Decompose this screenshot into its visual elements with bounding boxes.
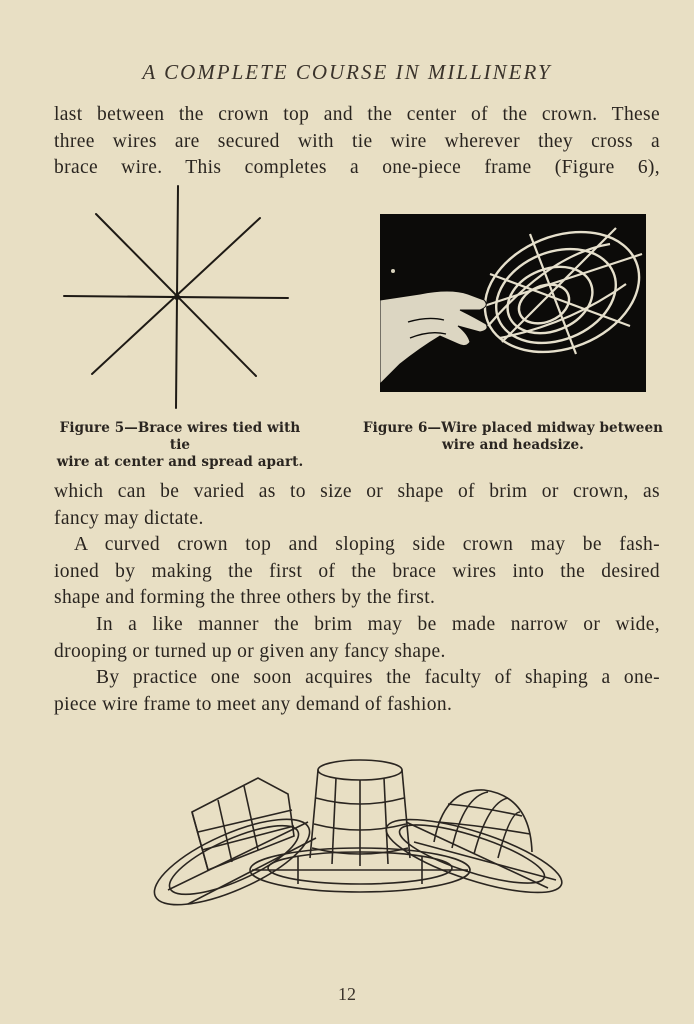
paragraph-crown (54, 532, 660, 612)
text-line: piece wire frame to meet any demand of fashion. (54, 693, 453, 715)
text-line: fancy may dictate. (54, 507, 204, 529)
text-line: A curved crown top and sloping side crown may be fash- (74, 534, 660, 555)
caption-line: Figure 6—Wire placed midway between (362, 420, 664, 436)
text-line: which can be varied as to size or shape of brim or crown, as (54, 481, 660, 502)
paragraph-brim (54, 612, 660, 665)
brace-wires-diagram (60, 184, 292, 412)
paragraph-practice (54, 665, 660, 718)
figure-5-brace-wires (60, 184, 292, 412)
hat-frames-illustration (148, 752, 568, 916)
caption-line: Figure 5—Brace wires tied with tie (59, 420, 301, 453)
paragraph-top (54, 102, 660, 182)
text-line: brace wire. This completes a one-piece frame (Figure 6), (54, 157, 660, 178)
page-number: 12 (338, 984, 356, 1004)
running-head: A COMPLETE COURSE IN MILLINERY (142, 60, 552, 84)
text-line: drooping or turned up or given any fancy shape. (54, 640, 446, 662)
figure-6-caption (362, 420, 664, 454)
paragraph-continue (54, 479, 660, 532)
tie-wire-center (174, 294, 180, 300)
wire-hat-frames-drawing (148, 752, 568, 916)
caption-line: wire and headsize. (442, 437, 584, 453)
figure-6-photo (380, 214, 646, 392)
figure-5-caption (48, 420, 312, 471)
text-line: In a like manner the brim may be made narrow or wide, (96, 614, 660, 635)
caption-line: wire at center and spread apart. (56, 454, 304, 470)
text-line: three wires are secured with tie wire wherever they cross a (54, 130, 660, 152)
text-line: shape and forming the three others by the first. (54, 587, 436, 608)
text-line: By practice one soon acquires the faculty of shaping a one- (96, 667, 660, 688)
text-line: ioned by making the first of the brace wires into the desired (54, 560, 660, 582)
wire-frame-photo (380, 214, 646, 392)
text-line: last between the crown top and the center of the crown. These (54, 104, 660, 125)
